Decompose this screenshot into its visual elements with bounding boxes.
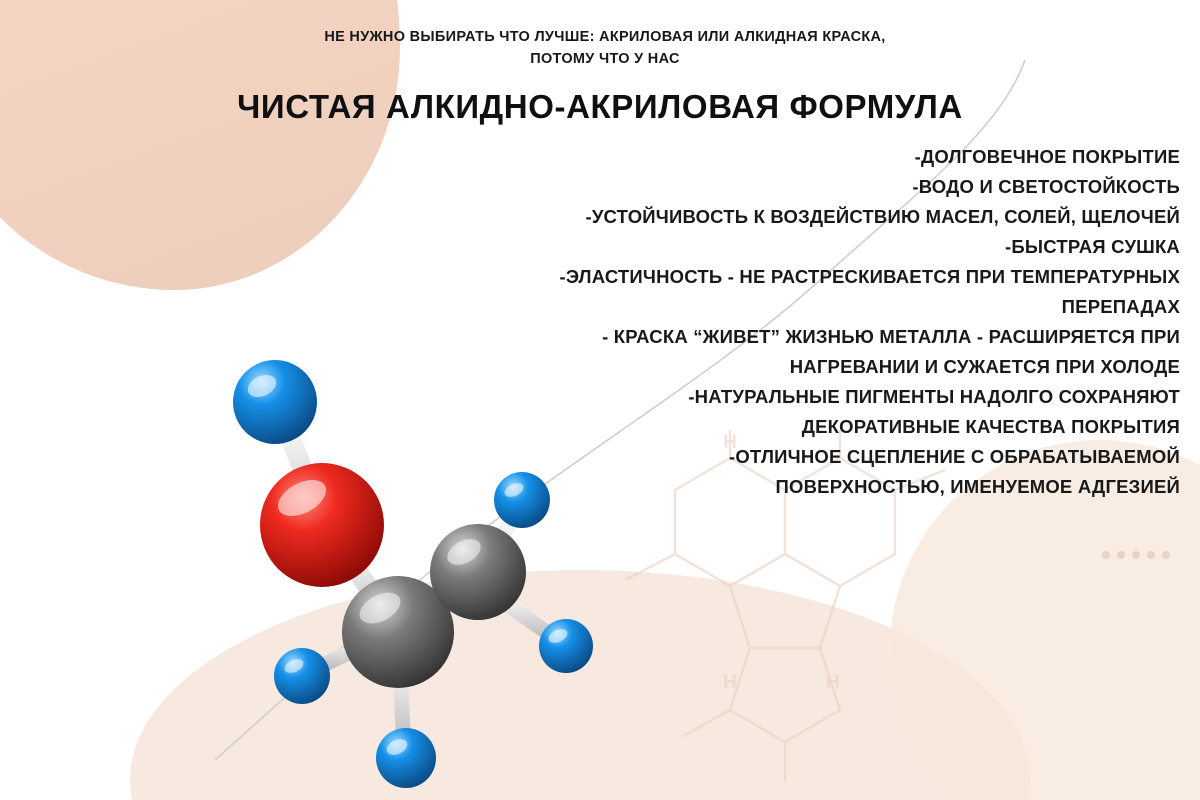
carbon-atom-right [430,524,526,620]
benefit-item-8-line-1: -ОТЛИЧНОЕ СЦЕПЛЕНИЕ С ОБРАБАТЫВАЕМОЙ [728,445,1180,467]
page-title: ЧИСТАЯ АЛКИДНО-АКРИЛОВАЯ ФОРМУЛА [237,88,963,125]
benefit-item-6-line-2: НАГРЕВАНИИ И СУЖАЕТСЯ ПРИ ХОЛОДЕ [789,355,1180,377]
hydrogen-atom-bottom [376,728,436,788]
hydrogen-atom-lower-left [274,648,330,704]
decorative-dots [1102,550,1172,560]
benefit-item-6-line-1: - КРАСКА “ЖИВЕТ” ЖИЗНЬЮ МЕТАЛЛА - РАСШИРЯЕТСЯ ПРИ [602,325,1180,347]
kicker-text [210,26,1000,71]
kicker-line-1: НЕ НУЖНО ВЫБИРАТЬ ЧТО ЛУЧШЕ: АКРИЛОВАЯ ИЛИ АЛКИДНАЯ КРАСКА, [324,29,886,45]
kicker-line-2: ПОТОМУ ЧТО У НАС [530,51,680,68]
benefit-item-3: -УСТОЙЧИВОСТЬ К ВОЗДЕЙСТВИЮ МАСЕЛ, СОЛЕЙ, ЩЕЛОЧЕЙ [585,205,1180,227]
chem-label-h-3: H [826,672,840,693]
oxygen-atom [260,463,384,587]
chem-label-h-2: H [723,672,737,693]
hydrogen-atom-top [233,360,317,444]
hydrogen-atom-right [539,619,593,673]
benefit-item-7-line-1: -НАТУРАЛЬНЫЕ ПИГМЕНТЫ НАДОЛГО СОХРАНЯЮТ [688,385,1180,407]
benefit-item-8-line-2: ПОВЕРХНОСТЬЮ, ИМЕНУЕМОЕ АДГЕЗИЕЙ [775,475,1180,497]
benefit-item-2: -ВОДО И СВЕТОСТОЙКОСТЬ [912,175,1180,197]
benefit-item-1: -ДОЛГОВЕЧНОЕ ПОКРЫТИЕ [914,146,1180,167]
benefit-item-5-line-2: ПЕРЕПАДАХ [1061,295,1180,317]
chem-label-h-1: H [723,432,737,453]
benefits-list [420,142,1180,502]
benefit-item-5-line-1: -ЭЛАСТИЧНОСТЬ - НЕ РАСТРЕСКИВАЕТСЯ ПРИ ТЕМПЕРАТУРНЫХ [559,265,1180,287]
benefit-item-4: -БЫСТРАЯ СУШКА [1005,235,1180,257]
benefit-item-7-line-2: ДЕКОРАТИВНЫЕ КАЧЕСТВА ПОКРЫТИЯ [801,415,1180,437]
